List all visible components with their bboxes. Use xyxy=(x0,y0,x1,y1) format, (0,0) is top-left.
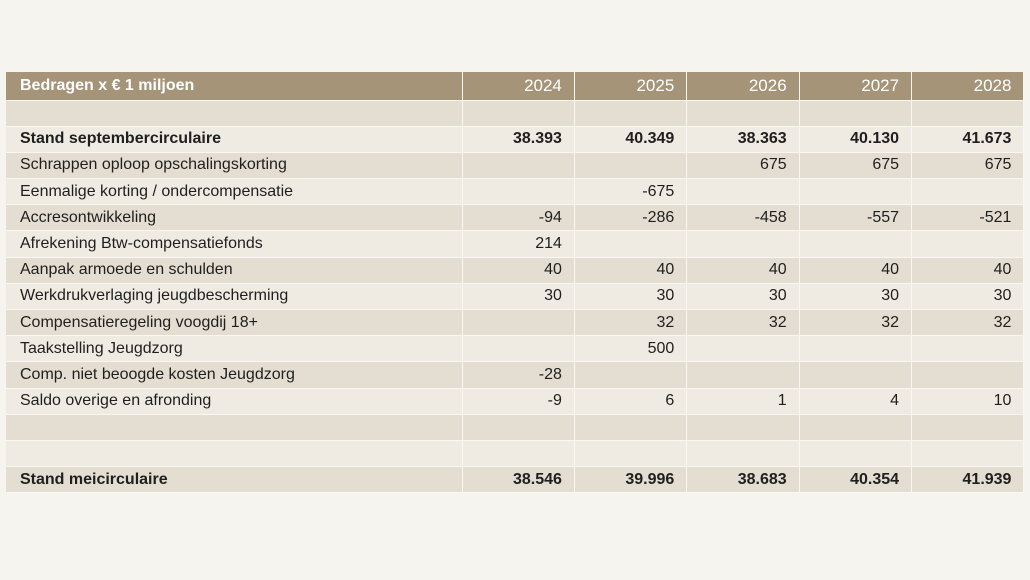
row-value-2024: 38.546 xyxy=(462,467,574,493)
row-value-2028 xyxy=(912,362,1024,388)
row-label: Compensatieregeling voogdij 18+ xyxy=(6,310,462,336)
row-value-2024 xyxy=(462,179,574,205)
row-label: Aanpak armoede en schulden xyxy=(6,257,462,283)
table-body xyxy=(6,100,1024,493)
table-row xyxy=(6,283,1024,309)
row-value-2025: 32 xyxy=(574,310,686,336)
row-value-2024 xyxy=(462,336,574,362)
row-value-2026: -458 xyxy=(687,205,799,231)
row-value-2025: -286 xyxy=(574,205,686,231)
row-label: Stand meicirculaire xyxy=(6,467,462,493)
row-label: Stand septembercirculaire xyxy=(6,126,462,152)
row-value-2026 xyxy=(687,179,799,205)
row-label xyxy=(6,414,462,440)
row-value-2028 xyxy=(912,336,1024,362)
row-value-2027: 40 xyxy=(799,257,911,283)
budget-table xyxy=(6,72,1024,493)
row-value-2028: 32 xyxy=(912,310,1024,336)
row-value-2026 xyxy=(687,414,799,440)
table-row xyxy=(6,467,1024,493)
row-value-2024 xyxy=(462,414,574,440)
row-value-2027 xyxy=(799,440,911,466)
row-value-2025 xyxy=(574,362,686,388)
row-value-2026: 38.363 xyxy=(687,126,799,152)
table-row xyxy=(6,310,1024,336)
header-year-2024: 2024 xyxy=(462,72,574,100)
row-value-2024: 40 xyxy=(462,257,574,283)
row-value-2024 xyxy=(462,440,574,466)
row-value-2024: 214 xyxy=(462,231,574,257)
row-value-2028 xyxy=(912,414,1024,440)
row-value-2024 xyxy=(462,100,574,126)
row-value-2028: 30 xyxy=(912,283,1024,309)
row-value-2024: 30 xyxy=(462,283,574,309)
row-value-2025: 40 xyxy=(574,257,686,283)
row-label: Comp. niet beoogde kosten Jeugdzorg xyxy=(6,362,462,388)
row-label: Schrappen oploop opschalingskorting xyxy=(6,152,462,178)
row-value-2025: 500 xyxy=(574,336,686,362)
row-label: Accresontwikkeling xyxy=(6,205,462,231)
table-row xyxy=(6,179,1024,205)
header-year-2027: 2027 xyxy=(799,72,911,100)
row-value-2025: 39.996 xyxy=(574,467,686,493)
row-value-2028: 10 xyxy=(912,388,1024,414)
row-label xyxy=(6,100,462,126)
row-value-2024: 38.393 xyxy=(462,126,574,152)
row-value-2027: 4 xyxy=(799,388,911,414)
row-label: Werkdrukverlaging jeugdbescherming xyxy=(6,283,462,309)
row-value-2025: 6 xyxy=(574,388,686,414)
row-value-2024: -9 xyxy=(462,388,574,414)
row-value-2026: 1 xyxy=(687,388,799,414)
header-year-2026: 2026 xyxy=(687,72,799,100)
table-row xyxy=(6,362,1024,388)
header-year-2028: 2028 xyxy=(912,72,1024,100)
row-value-2026 xyxy=(687,440,799,466)
row-value-2026: 32 xyxy=(687,310,799,336)
row-value-2026 xyxy=(687,100,799,126)
budget-table-container xyxy=(6,72,1024,493)
row-value-2026 xyxy=(687,362,799,388)
row-label: Saldo overige en afronding xyxy=(6,388,462,414)
row-value-2026: 40 xyxy=(687,257,799,283)
row-label: Taakstelling Jeugdzorg xyxy=(6,336,462,362)
row-value-2027 xyxy=(799,362,911,388)
row-value-2028: -521 xyxy=(912,205,1024,231)
row-value-2026: 38.683 xyxy=(687,467,799,493)
table-row xyxy=(6,336,1024,362)
table-row xyxy=(6,152,1024,178)
table-row xyxy=(6,440,1024,466)
row-value-2025: 30 xyxy=(574,283,686,309)
row-value-2028: 41.673 xyxy=(912,126,1024,152)
row-value-2027: 30 xyxy=(799,283,911,309)
table-row xyxy=(6,126,1024,152)
row-value-2028 xyxy=(912,231,1024,257)
row-label: Eenmalige korting / ondercompensatie xyxy=(6,179,462,205)
header-year-2025: 2025 xyxy=(574,72,686,100)
row-value-2027 xyxy=(799,231,911,257)
row-value-2027 xyxy=(799,414,911,440)
row-value-2024: -28 xyxy=(462,362,574,388)
row-value-2026: 675 xyxy=(687,152,799,178)
row-value-2028 xyxy=(912,440,1024,466)
row-label xyxy=(6,440,462,466)
row-value-2027 xyxy=(799,100,911,126)
row-value-2026: 30 xyxy=(687,283,799,309)
row-value-2025 xyxy=(574,231,686,257)
row-value-2027: 40.130 xyxy=(799,126,911,152)
row-value-2024 xyxy=(462,310,574,336)
row-value-2025 xyxy=(574,414,686,440)
table-row xyxy=(6,257,1024,283)
row-value-2025 xyxy=(574,152,686,178)
row-value-2025 xyxy=(574,100,686,126)
table-row xyxy=(6,231,1024,257)
row-value-2024 xyxy=(462,152,574,178)
row-value-2024: -94 xyxy=(462,205,574,231)
row-value-2028: 675 xyxy=(912,152,1024,178)
row-value-2026 xyxy=(687,231,799,257)
row-value-2025 xyxy=(574,440,686,466)
row-value-2027 xyxy=(799,336,911,362)
row-value-2028 xyxy=(912,179,1024,205)
table-row xyxy=(6,414,1024,440)
row-value-2027: 675 xyxy=(799,152,911,178)
row-value-2027 xyxy=(799,179,911,205)
row-value-2026 xyxy=(687,336,799,362)
header-label: Bedragen x € 1 miljoen xyxy=(6,72,462,100)
table-row xyxy=(6,205,1024,231)
row-value-2027: 32 xyxy=(799,310,911,336)
table-header-row xyxy=(6,72,1024,100)
row-value-2027: 40.354 xyxy=(799,467,911,493)
row-value-2028 xyxy=(912,100,1024,126)
row-value-2025: 40.349 xyxy=(574,126,686,152)
row-value-2025: -675 xyxy=(574,179,686,205)
table-row xyxy=(6,388,1024,414)
row-value-2028: 41.939 xyxy=(912,467,1024,493)
row-label: Afrekening Btw-compensatiefonds xyxy=(6,231,462,257)
row-value-2027: -557 xyxy=(799,205,911,231)
row-value-2028: 40 xyxy=(912,257,1024,283)
table-row xyxy=(6,100,1024,126)
